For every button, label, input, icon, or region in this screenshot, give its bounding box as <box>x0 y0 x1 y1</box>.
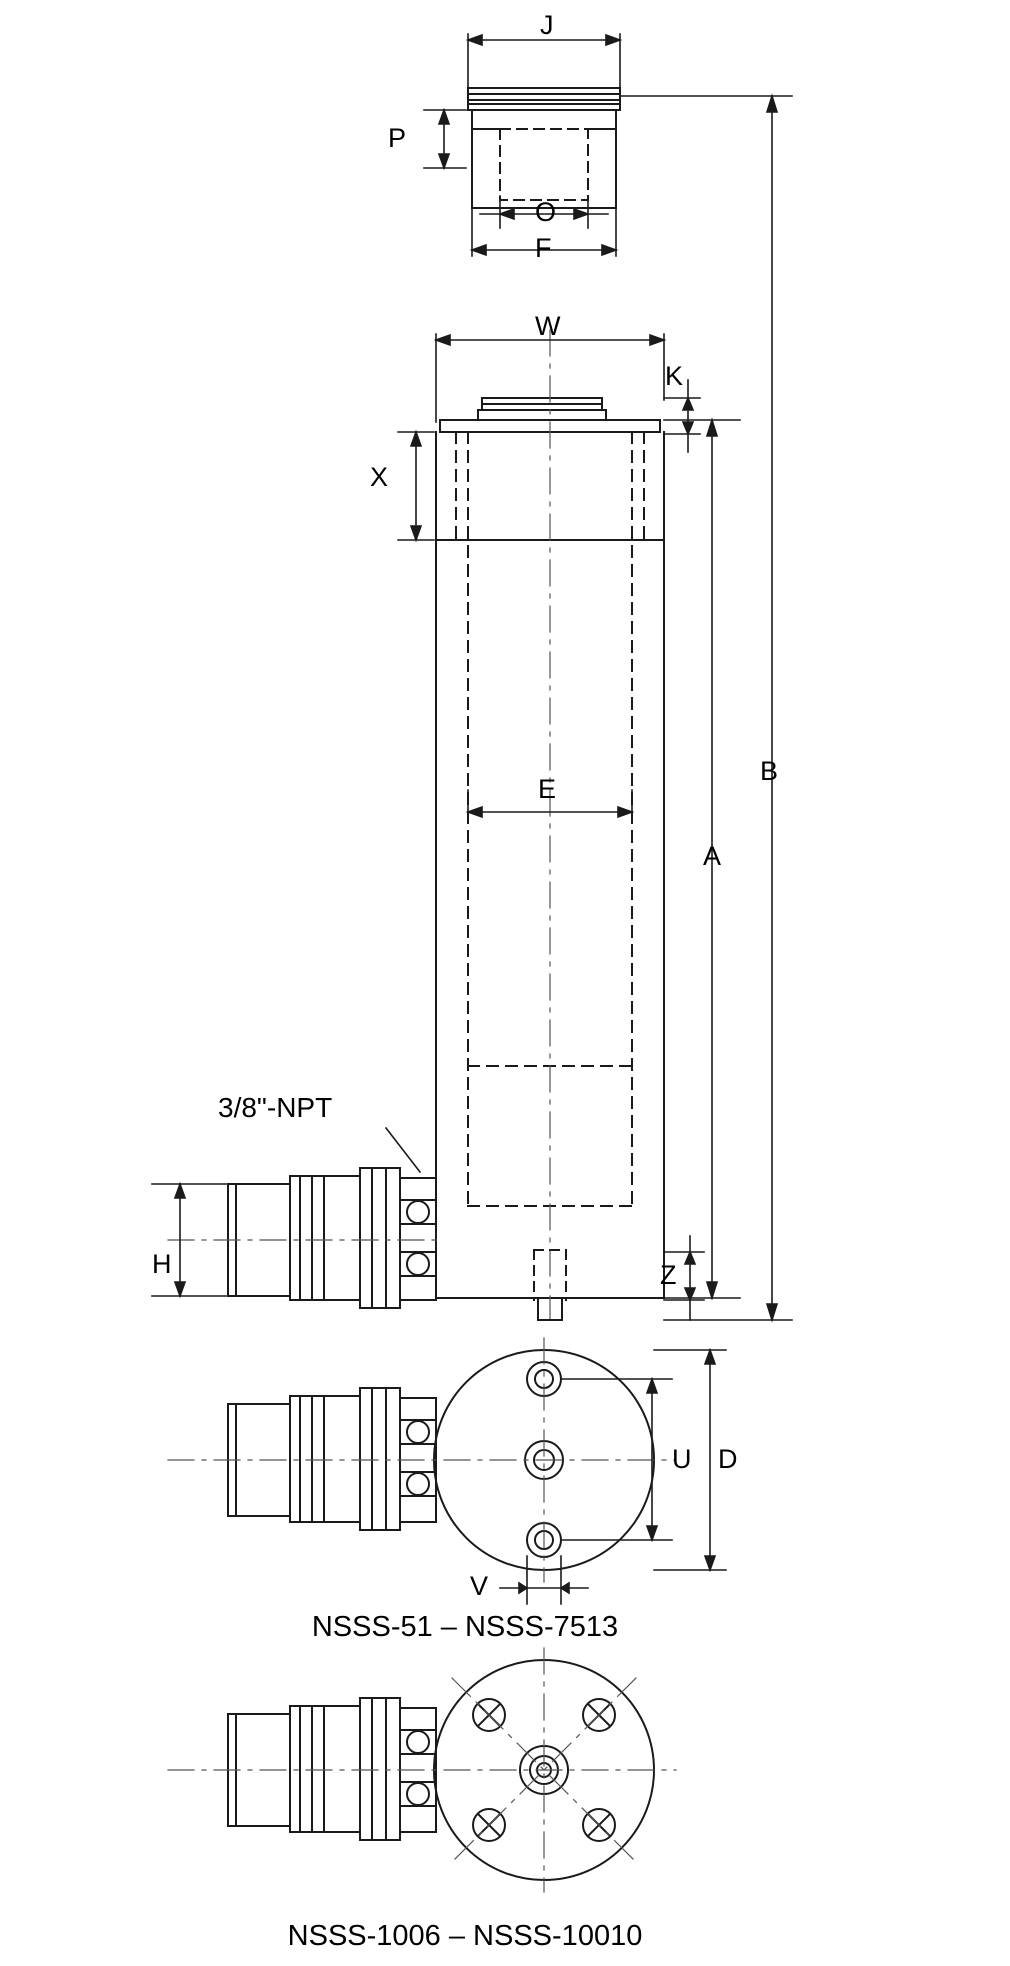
caption-top-range: NSSS-51 – NSSS-7513 <box>311 1611 619 1643</box>
dimension-B <box>620 96 792 1320</box>
dimension-A <box>664 420 740 1298</box>
dimension-label-D: D <box>718 1444 738 1474</box>
dimension-X <box>398 432 434 540</box>
dimension-label-B: B <box>760 756 779 786</box>
dimension-label-F: F <box>535 233 552 263</box>
dimension-J <box>468 34 620 90</box>
caption-bottom-range: NSSS-1006 – NSSS-10010 <box>287 1920 643 1952</box>
dimension-label-X: X <box>370 462 389 492</box>
dimension-label-E: E <box>538 774 557 804</box>
dimension-label-U: U <box>672 1444 692 1474</box>
view-end-four-bolt <box>168 1648 676 1892</box>
dimension-label-W: W <box>535 311 561 341</box>
dimension-P <box>424 110 466 168</box>
dimension-label-K: K <box>665 361 684 391</box>
dimension-label-P: P <box>388 123 407 153</box>
dimension-label-H: H <box>152 1249 172 1279</box>
dimension-label-A: A <box>703 841 722 871</box>
dimension-label-J: J <box>540 10 554 40</box>
dimension-label-Z: Z <box>660 1260 677 1290</box>
dimension-label-V: V <box>470 1571 489 1601</box>
npt-port-label: 3/8"-NPT <box>218 1092 333 1123</box>
view-end-single-bolt <box>168 1338 676 1582</box>
view-plunger-top <box>468 88 620 208</box>
dimension-label-O: O <box>535 197 557 227</box>
